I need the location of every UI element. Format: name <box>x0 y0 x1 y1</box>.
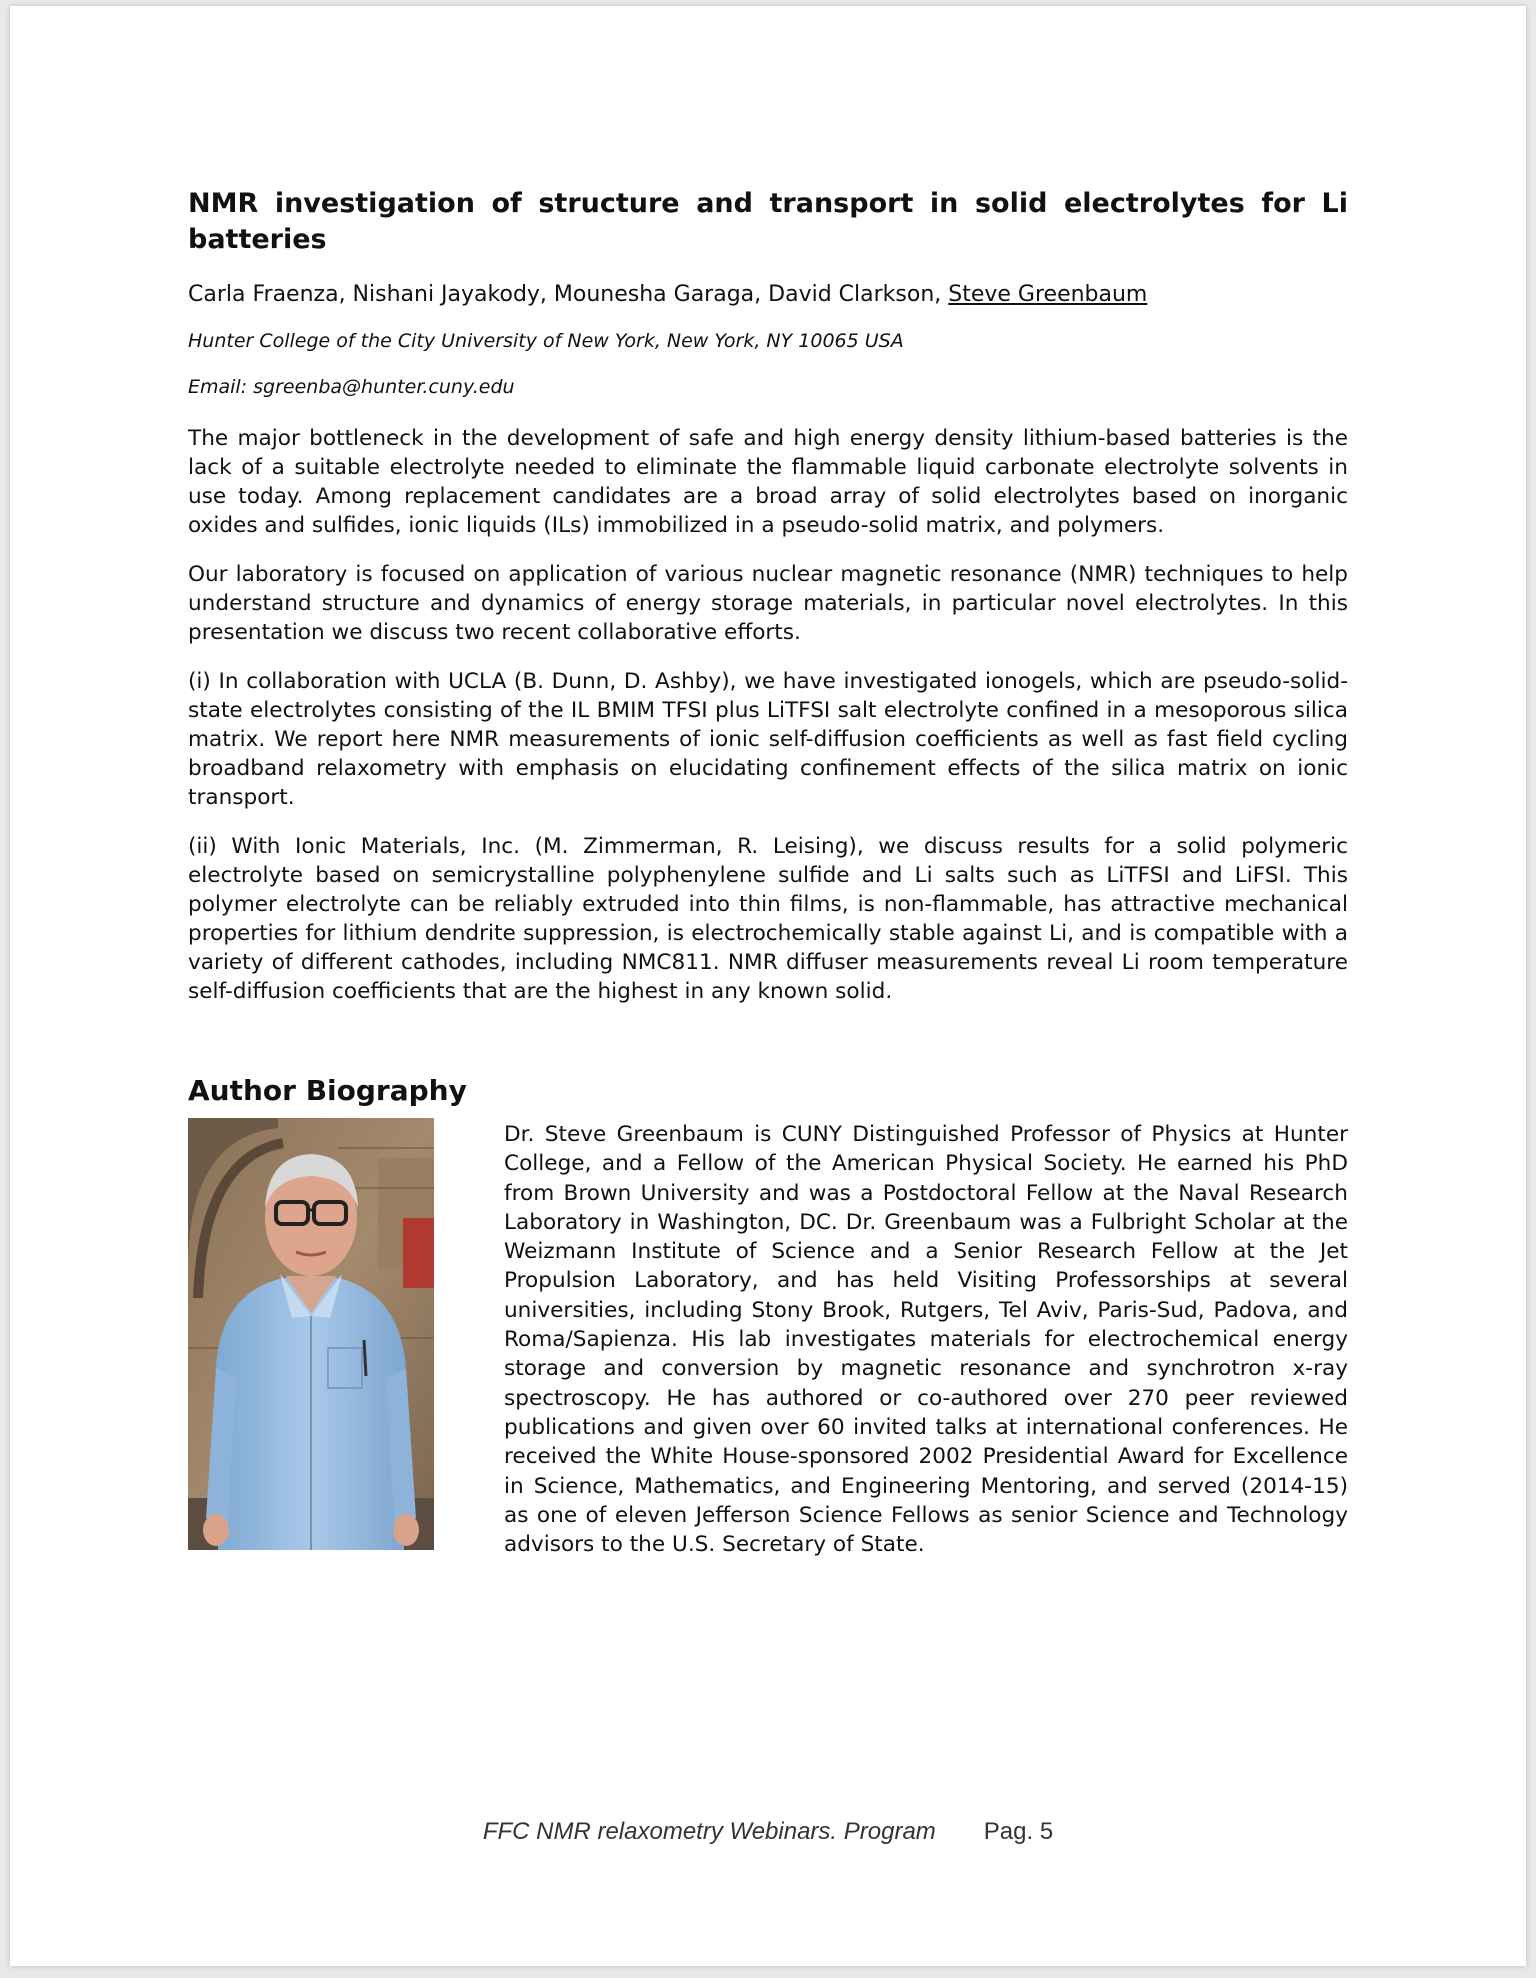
co-authors: Carla Fraenza, Nishani Jayakody, Mounesha Garaga, David Clarkson, <box>188 282 949 307</box>
abstract-title: NMR investigation of structure and transport in solid electrolytes for Li batteries <box>188 188 1348 255</box>
paragraph-ionogels: (i) In collaboration with UCLA (B. Dunn, D. Ashby), we have investigated ionogels, which are pseudo-solid-state electrolytes consisting of the IL BMIM TFSI plus LiTFSI salt electrolyte confined in a mesoporous silica matrix. We report here NMR measurements of ionic self-diffusion coefficients as well as fast field cycling broadband relaxometry with emphasis on elucidating confinement effects of the silica matrix on ionic transport. <box>188 669 1348 810</box>
bio-text: Dr. Steve Greenbaum is CUNY Distinguished Professor of Physics at Hunter College, and a Fellow of the American Physical Society. He earned his PhD from Brown University and was a Postdoctoral Fellow at the Naval Research Laboratory in Washington, DC. Dr. Greenbaum was a Fulbright Scholar at the Weizmann Institute of Science and a Senior Research Fellow at the Jet Propulsion Laboratory, and has held Visiting Professorships at several universities, including Stony Brook, Rutgers, Tel Aviv, Paris-Sud, Padova, and Roma/Sapienza. His lab investigates materials for electrochemical energy storage and conversion by magnetic resonance and synchrotron x-ray spectroscopy. He has authored or co-authored over 270 peer reviewed publications and given over 60 invited talks at international conferences. He received the White House-sponsored 2002 Presidential Award for Excellence in Science, Mathematics, and Engineering Mentoring, and served (2014-15) as one of eleven Jefferson Science Fellows as senior Science and Technology advisors to the U.S. Secretary of State. <box>504 1122 1348 1558</box>
page-footer <box>10 1818 1526 1846</box>
paragraph-polymer-electrolyte: (ii) With Ionic Materials, Inc. (M. Zimmerman, R. Leising), we discuss results for a solid polymeric electrolyte based on semicrystalline polyphenylene sulfide and Li salts such as LiTFSI and LiFSI. This polymer electrolyte can be reliably extruded into thin films, is non-flammable, has attractive mechanical properties for lithium dendrite suppression, is electrochemically stable against Li, and is compatible with a variety of different cathodes, including NMC811. NMR diffuser measurements reveal Li room temperature self-diffusion coefficients that are the highest in any known solid. <box>188 834 1348 1004</box>
document-page <box>10 6 1526 1966</box>
footer-title: FFC NMR relaxometry Webinars. Program <box>482 1818 936 1845</box>
abstract <box>188 186 1348 1006</box>
contact-email: Email: sgreenba@hunter.cuny.edu <box>188 376 515 398</box>
author-photo <box>188 1118 434 1550</box>
affiliation: Hunter College of the City University of New York, New York, NY 10065 USA <box>188 330 904 352</box>
bio-heading: Author Biography <box>188 1074 467 1107</box>
paragraph-lab-focus: Our laboratory is focused on application of various nuclear magnetic resonance (NMR) techniques to help understand structure and dynamics of energy storage materials, in particular novel electrolytes. In this presentation we discuss two recent collaborative efforts. <box>188 562 1348 645</box>
page-number: Pag. 5 <box>983 1818 1054 1845</box>
author-list <box>188 280 1348 310</box>
presenting-author: Steve Greenbaum <box>948 282 1148 307</box>
paragraph-intro: The major bottleneck in the development of safe and high energy density lithium-based batteries is the lack of a suitable electrolyte needed to eliminate the flammable liquid carbonate electrolyte solvents in use today. Among replacement candidates are a broad array of solid electrolytes based on inorganic oxides and sulfides, ionic liquids (ILs) immobilized in a pseudo-solid matrix, and polymers. <box>188 426 1348 538</box>
